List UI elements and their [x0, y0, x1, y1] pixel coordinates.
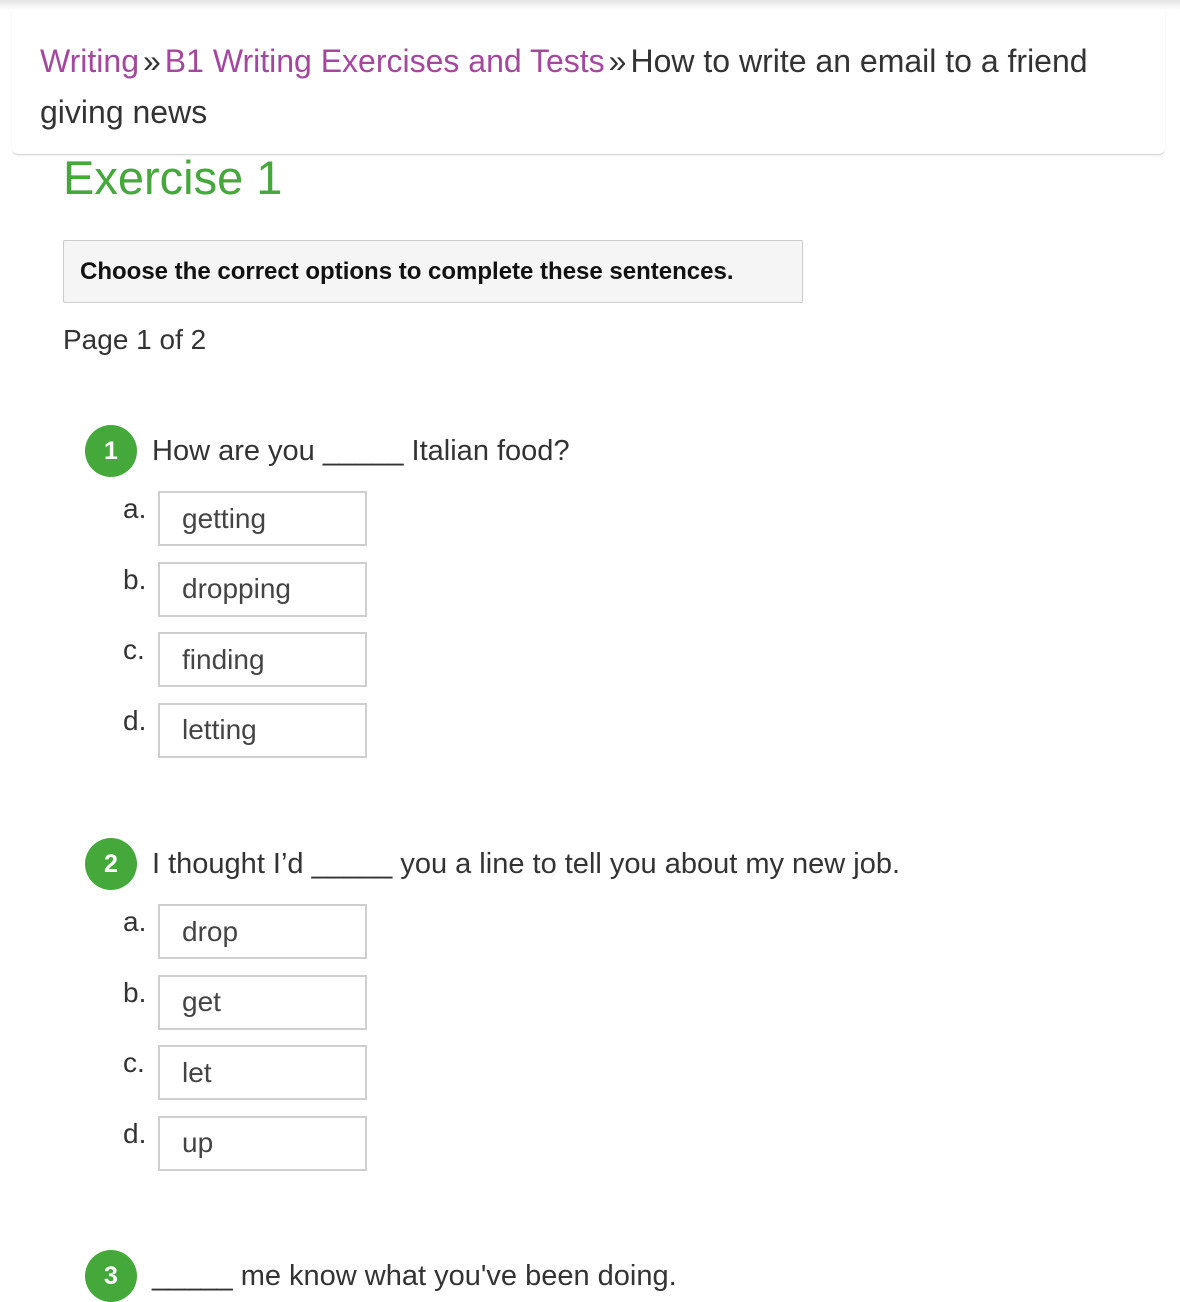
option-button[interactable]: dropping	[158, 562, 367, 617]
question-1	[85, 425, 1145, 773]
option-item	[85, 1045, 1145, 1116]
option-letter: b.	[123, 976, 147, 1008]
option-button[interactable]: get	[158, 975, 367, 1030]
option-letter: d.	[123, 704, 147, 736]
page-info: Page 1 of 2	[63, 324, 207, 355]
breadcrumb-link-writing[interactable]: Writing	[40, 43, 139, 79]
breadcrumb-link-b1-writing[interactable]: B1 Writing Exercises and Tests	[164, 43, 605, 79]
option-item	[85, 904, 1145, 975]
option-item	[85, 1116, 1145, 1187]
exercise-title: Exercise 1	[63, 151, 283, 204]
option-item	[85, 491, 1145, 562]
question-text: How are you _____ Italian food?	[152, 434, 570, 467]
question-3	[85, 1250, 1145, 1302]
option-button[interactable]: up	[158, 1116, 367, 1171]
option-item	[85, 975, 1145, 1046]
question-text: I thought I’d _____ you a line to tell you about my new job.	[152, 847, 901, 880]
question-number-badge: 1	[85, 425, 137, 477]
option-letter: a.	[123, 493, 147, 524]
breadcrumb-separator: »	[608, 43, 627, 79]
option-button[interactable]: letting	[158, 703, 367, 758]
question-number-badge: 3	[85, 1250, 137, 1302]
option-button[interactable]: finding	[158, 632, 367, 687]
option-letter: c.	[123, 1047, 145, 1078]
option-button[interactable]: getting	[158, 491, 367, 546]
option-button[interactable]: let	[158, 1045, 367, 1100]
breadcrumb-current: How to write an email to a friend giving news	[40, 43, 1088, 130]
option-letter: c.	[123, 634, 145, 665]
top-shadow	[0, 0, 1180, 10]
instructions-box: Choose the correct options to complete these sentences.	[63, 240, 803, 303]
question-text: _____ me know what you've been doing.	[152, 1259, 677, 1292]
option-button[interactable]: drop	[158, 904, 367, 959]
question-number-badge: 2	[85, 838, 137, 890]
question-2	[85, 838, 1145, 1186]
option-item	[85, 703, 1145, 774]
option-letter: b.	[123, 563, 147, 595]
breadcrumb	[12, 10, 1165, 155]
breadcrumb-separator: »	[142, 43, 161, 79]
option-item	[85, 562, 1145, 633]
option-item	[85, 632, 1145, 703]
option-letter: a.	[123, 906, 147, 937]
option-letter: d.	[123, 1117, 147, 1149]
